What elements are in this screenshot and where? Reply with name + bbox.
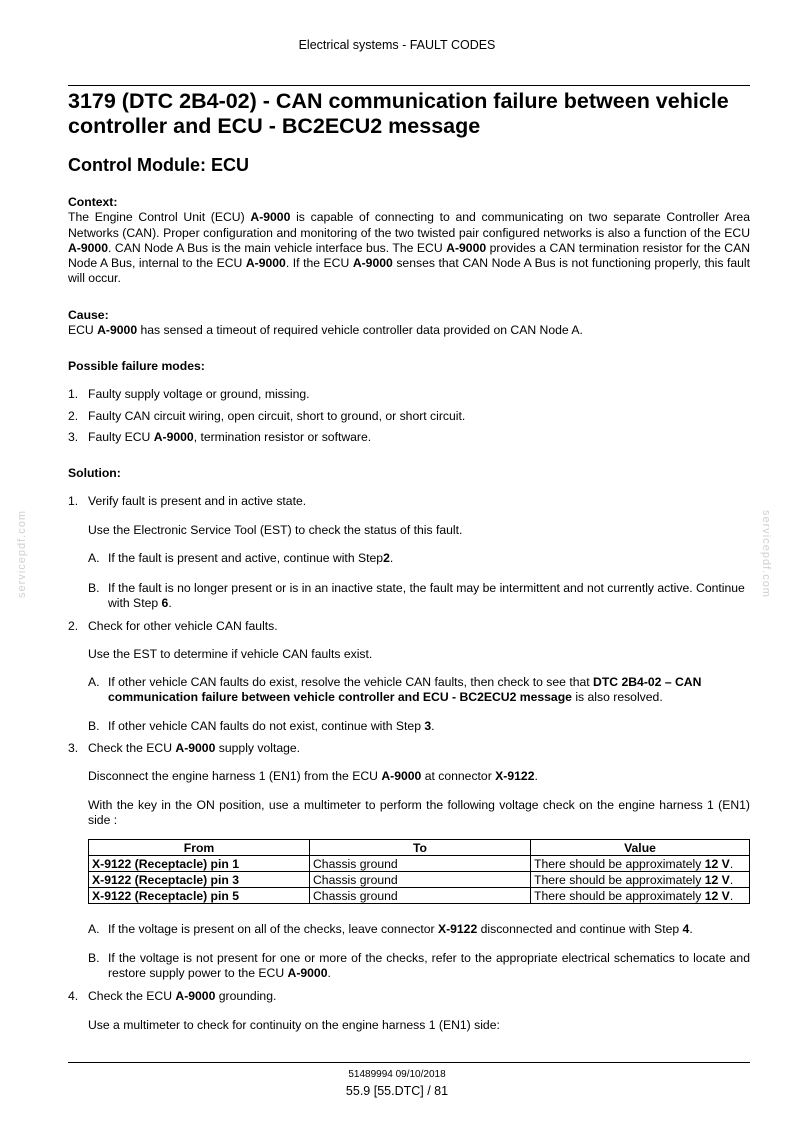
bold-text: 4 bbox=[682, 922, 690, 936]
step-number: 2. bbox=[68, 619, 79, 633]
sub-step-letter: A. bbox=[88, 675, 100, 689]
step-paragraph bbox=[88, 647, 750, 662]
bold-text: A-9000 bbox=[175, 741, 216, 755]
cell-value bbox=[531, 888, 750, 904]
step-number: 1. bbox=[68, 494, 79, 508]
text-run: Check for other vehicle CAN faults. bbox=[88, 619, 278, 633]
text-run: at connector bbox=[421, 769, 496, 783]
text-run: Disconnect the engine harness 1 (EN1) from the ECU bbox=[88, 769, 382, 783]
text-run: provides a CAN termination resistor for the CAN Node A Bus, internal to the ECU bbox=[68, 240, 750, 271]
step-paragraph bbox=[88, 523, 750, 538]
text-run: Check the ECU bbox=[88, 741, 176, 755]
footer-doc-code: 51489994 09/10/2018 bbox=[348, 1069, 446, 1080]
header-rule bbox=[68, 85, 750, 86]
sub-step-letter: A. bbox=[88, 922, 100, 936]
text-run: . If the ECU bbox=[285, 256, 353, 271]
text-run: disconnected and continue with Step bbox=[477, 922, 683, 936]
cell-from: X-9122 (Receptacle) pin 3 bbox=[89, 872, 310, 888]
footer-page-number: 55.9 [55.DTC] / 81 bbox=[345, 1084, 449, 1098]
cell-from: X-9122 (Receptacle) pin 1 bbox=[89, 856, 310, 872]
title-line-2: controller and ECU - BC2ECU2 message bbox=[68, 114, 481, 138]
list-text bbox=[88, 387, 750, 402]
bold-text: A-9000 bbox=[287, 966, 328, 981]
text-run: supply voltage. bbox=[215, 741, 301, 755]
bold-text: 12 V bbox=[704, 856, 730, 871]
bold-text: X-9122 bbox=[495, 769, 535, 783]
text-run: . bbox=[729, 872, 734, 887]
text-run: Use the Electronic Service Tool (EST) to check the status of this fault. bbox=[88, 523, 463, 537]
bold-text: 12 V bbox=[704, 888, 730, 903]
failure-modes-label: Possible failure modes: bbox=[68, 359, 205, 373]
step-text bbox=[88, 494, 750, 509]
cell-to: Chassis ground bbox=[310, 856, 531, 872]
footer-rule bbox=[68, 1062, 750, 1063]
list-text bbox=[88, 430, 750, 445]
bold-text: A-9000 bbox=[352, 256, 393, 271]
text-run: . bbox=[689, 922, 693, 936]
text-run: has sensed a timeout of required vehicle controller data provided on CAN Node A. bbox=[137, 323, 583, 338]
bold-text: A-9000 bbox=[381, 769, 422, 783]
text-run: There should be approximately bbox=[534, 856, 705, 871]
text-run: is also resolved. bbox=[571, 690, 663, 705]
bold-text: X-9122 bbox=[437, 922, 478, 936]
solution-label: Solution: bbox=[68, 466, 121, 480]
text-run: , termination resistor or software. bbox=[193, 430, 372, 444]
bold-text: DTC 2B4-02 – CAN communication failure between vehicle controller and ECU - BC2ECU2 message bbox=[108, 675, 702, 705]
step-text bbox=[88, 989, 750, 1004]
text-run: ECU bbox=[68, 323, 98, 338]
cell-to: Chassis ground bbox=[310, 872, 531, 888]
sub-step-letter: B. bbox=[88, 951, 100, 965]
text-run: is capable of connecting to and communicating on two separate Controller Area Networks (CAN). Proper configuration and monitoring of the two twisted pair configured networks is also a function of the ECU bbox=[68, 210, 750, 240]
text-run: grounding. bbox=[215, 989, 277, 1003]
running-header: Electrical systems - FAULT CODES bbox=[298, 38, 496, 52]
table-row bbox=[89, 888, 750, 904]
text-run: If the fault is present and active, continue with Step bbox=[108, 551, 384, 565]
text-run: senses that CAN Node A Bus is not functioning properly, this fault will occur. bbox=[68, 256, 750, 286]
column-header: To bbox=[310, 840, 531, 856]
text-run: Check the ECU bbox=[88, 989, 176, 1003]
sub-step-text bbox=[108, 922, 750, 937]
list-number: 2. bbox=[68, 409, 79, 423]
sub-step-text bbox=[108, 581, 750, 612]
watermark-left: servicepdf.com bbox=[16, 510, 28, 598]
step-paragraph bbox=[88, 769, 750, 784]
module-heading: Control Module: ECU bbox=[68, 155, 249, 175]
text-run: If other vehicle CAN faults do not exist, continue with Step bbox=[108, 719, 425, 733]
bold-text: A-9000 bbox=[175, 989, 216, 1003]
bold-text: 6 bbox=[161, 596, 169, 611]
bold-text: A-9000 bbox=[68, 240, 108, 255]
step-number: 3. bbox=[68, 741, 79, 755]
table-header-row bbox=[89, 840, 750, 856]
text-run: If the voltage is present on all of the checks, leave connector bbox=[108, 922, 438, 936]
text-run: Faulty ECU bbox=[88, 430, 154, 444]
step-paragraph bbox=[88, 798, 750, 829]
cell-to: Chassis ground bbox=[310, 888, 531, 904]
text-run: Faulty CAN circuit wiring, open circuit, short to ground, or short circuit. bbox=[88, 409, 466, 423]
sub-step-letter: A. bbox=[88, 551, 100, 565]
text-run: . bbox=[168, 596, 172, 611]
cause-section bbox=[68, 308, 750, 339]
cell-value bbox=[531, 856, 750, 872]
sub-step-letter: B. bbox=[88, 581, 100, 595]
bold-text: A-9000 bbox=[153, 430, 194, 444]
sub-step-text bbox=[108, 551, 750, 566]
cause-text bbox=[68, 323, 750, 338]
bold-text: A-9000 bbox=[250, 210, 291, 225]
text-run: Faulty supply voltage or ground, missing. bbox=[88, 387, 310, 401]
text-run: Use a multimeter to check for continuity on the engine harness 1 (EN1) side: bbox=[88, 1018, 500, 1032]
text-run: . bbox=[729, 888, 734, 903]
column-header: From bbox=[89, 840, 310, 856]
step-number: 4. bbox=[68, 989, 79, 1003]
text-run: If other vehicle CAN faults do exist, resolve the vehicle CAN faults, then check to see that bbox=[108, 675, 594, 689]
text-run: . bbox=[534, 769, 538, 783]
sub-step-text bbox=[108, 951, 750, 982]
bold-text: 2 bbox=[383, 551, 390, 565]
voltage-check-table bbox=[88, 839, 750, 904]
text-run: . bbox=[431, 719, 435, 733]
sub-step-text bbox=[108, 675, 750, 706]
bold-text: 3 bbox=[424, 719, 432, 733]
text-run: Verify fault is present and in active state. bbox=[88, 494, 307, 508]
column-header: Value bbox=[531, 840, 750, 856]
step-text bbox=[88, 741, 750, 756]
bold-text: A-9000 bbox=[97, 323, 138, 338]
step-text bbox=[88, 619, 750, 634]
context-section bbox=[68, 195, 750, 287]
bold-text: A-9000 bbox=[446, 240, 487, 255]
context-text bbox=[68, 210, 750, 286]
context-label: Context: bbox=[68, 195, 118, 209]
text-run: If the fault is no longer present or is in an inactive state, the fault may be intermittent and not currently active. Continue with Step bbox=[108, 581, 745, 611]
title-line-1: 3179 (DTC 2B4-02) - CAN communication failure between vehicle bbox=[68, 89, 729, 113]
cause-label: Cause: bbox=[68, 308, 109, 322]
list-number: 1. bbox=[68, 387, 79, 401]
text-run: . bbox=[729, 856, 734, 871]
text-run: . bbox=[389, 551, 394, 565]
text-run: The Engine Control Unit (ECU) bbox=[68, 210, 251, 225]
cell-from: X-9122 (Receptacle) pin 5 bbox=[89, 888, 310, 904]
text-run: . CAN Node A Bus is the main vehicle interface bus. The ECU bbox=[107, 240, 447, 255]
text-run: There should be approximately bbox=[534, 872, 705, 887]
table-row bbox=[89, 872, 750, 888]
text-run: If the voltage is not present for one or more of the checks, refer to the appropriate electrical schematics to locate and restore supply power to the ECU bbox=[108, 951, 750, 981]
text-run: With the key in the ON position, use a multimeter to perform the following voltage check on the engine harness 1 (EN1) side : bbox=[88, 798, 750, 828]
list-text bbox=[88, 409, 750, 424]
text-run: There should be approximately bbox=[534, 888, 705, 903]
table-row bbox=[89, 856, 750, 872]
list-number: 3. bbox=[68, 430, 79, 444]
text-run: . bbox=[327, 966, 331, 981]
bold-text: 12 V bbox=[704, 872, 730, 887]
sub-step-letter: B. bbox=[88, 719, 100, 733]
step-paragraph bbox=[88, 1018, 750, 1033]
watermark-right: servicepdf.com bbox=[760, 510, 772, 598]
bold-text: A-9000 bbox=[245, 256, 286, 271]
page-title bbox=[68, 89, 758, 139]
text-run: Use the EST to determine if vehicle CAN faults exist. bbox=[88, 647, 373, 661]
sub-step-text bbox=[108, 719, 750, 734]
cell-value bbox=[531, 872, 750, 888]
